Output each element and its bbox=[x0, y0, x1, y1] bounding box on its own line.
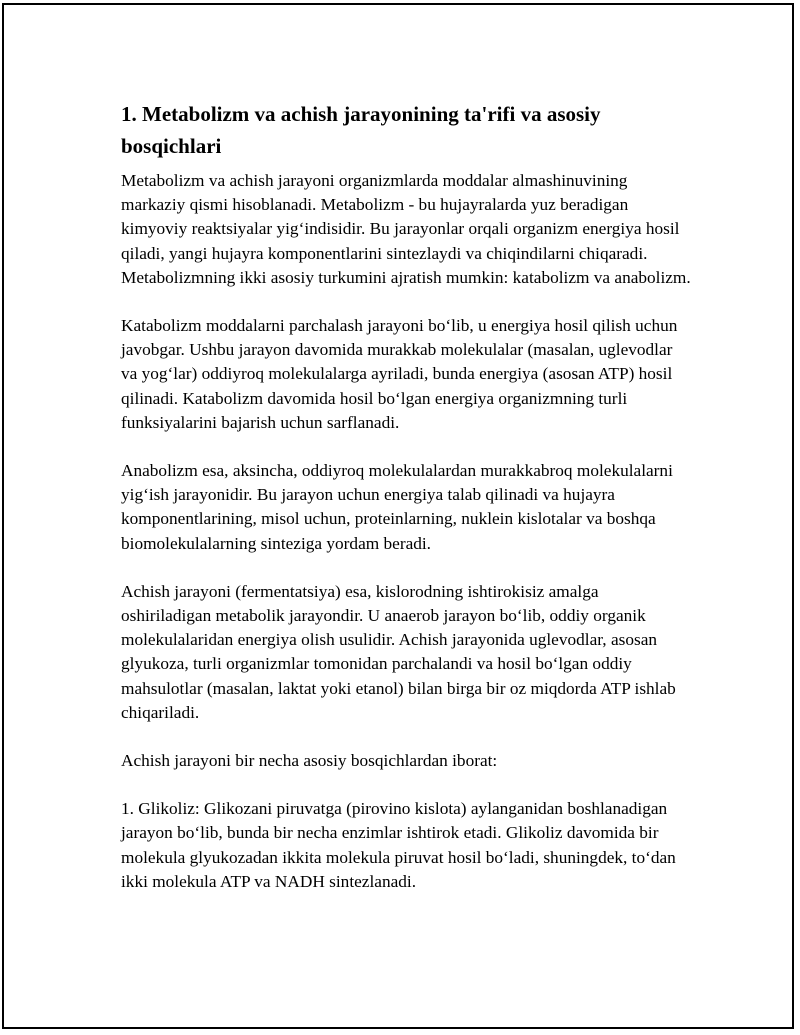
paragraph-metabolism-intro: Metabolizm va achish jarayoni organizmlarda moddalar almashinuvining markaziy qismi hisoblanadi. Metabolizm - bu hujayralarda yuz beradigan kimyoviy reaktsiyalar yig‘indisidir. Bu jarayonlar orqali organizm energiya hosil qiladi, yangi hujayra komponentlarini sintezlaydi va chiqindilarni chiqaradi. Metabolizmning ikki asosiy turkumini ajratish mumkin: katabolizm va anabolizm. bbox=[121, 171, 691, 287]
section-heading: 1. Metabolizm va achish jarayonining ta'rifi va asosiy bosqichlari bbox=[121, 102, 601, 158]
document-content bbox=[121, 98, 691, 918]
paragraph-glycolysis: 1. Glikoliz: Glikozani piruvatga (pirovino kislota) aylanganidan boshlanadigan jarayon bo‘lib, bunda bir necha enzimlar ishtirok etadi. Glikoliz davomida bir molekula glyukozadan ikkita molekula piruvat hosil bo‘ladi, shuningdek, to‘dan ikki molekula ATP va NADH sintezlanadi. bbox=[121, 799, 676, 891]
paragraph-catabolism: Katabolizm moddalarni parchalash jarayoni bo‘lib, u energiya hosil qilish uchun javobgar. Ushbu jarayon davomida murakkab molekulalar (masalan, uglevodlar va yog‘lar) oddiyroq molekulalarga ayriladi, bunda energiya (asosan ATP) hosil qilinadi. Katabolizm davomida hosil bo‘lgan energiya organizmning turli funksiyalarini bajarish uchun sarflanadi. bbox=[121, 316, 678, 432]
paragraph-stages-intro: Achish jarayoni bir necha asosiy bosqichlardan iborat: bbox=[121, 751, 498, 771]
paragraph-fermentation: Achish jarayoni (fermentatsiya) esa, kislorodning ishtirokisiz amalga oshiriladigan metabolik jarayondir. U anaerob jarayon bo‘lib, oddiy organik molekulalaridan energiya olish usulidir. Achish jarayonida uglevodlar, asosan glyukoza, turli organizmlar tomonidan parchalandi va hosil bo‘lgan oddiy mahsulotlar (masalan, laktat yoki etanol) bilan birga bir oz miqdorda ATP ishlab chiqariladi. bbox=[121, 581, 676, 722]
document-page bbox=[2, 3, 794, 1029]
paragraph-anabolism: Anabolizm esa, aksincha, oddiyroq molekulalardan murakkabroq molekulalarni yig‘ish jarayonidir. Bu jarayon uchun energiya talab qilinadi va hujayra komponentlarining, misol uchun, proteinlarning, nuklein kislotalar va boshqa biomolekulalarning sinteziga yordam beradi. bbox=[121, 461, 673, 553]
